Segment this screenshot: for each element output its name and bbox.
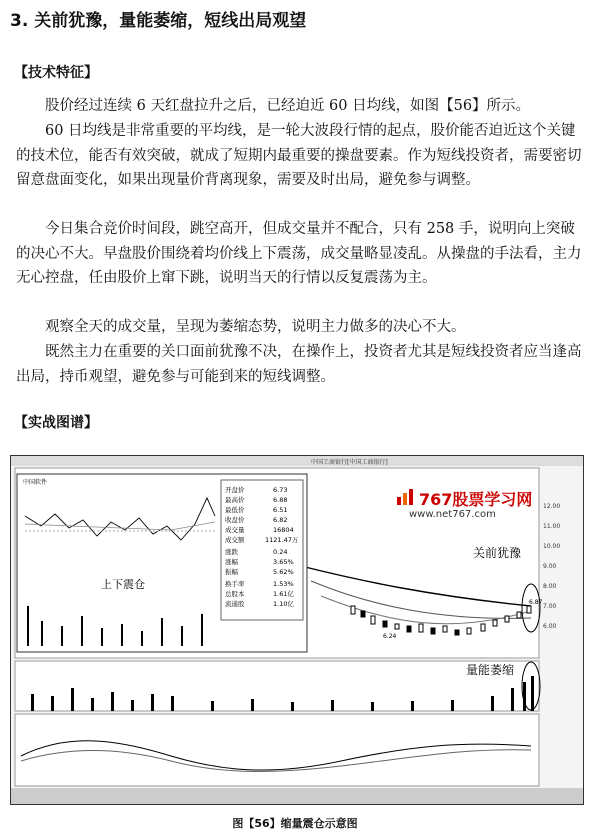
- svg-text:涨幅: 涨幅: [225, 558, 238, 566]
- window-title: 中国工商银行[中国工商银行]: [311, 459, 388, 466]
- section-title: 3. 关前犹豫，量能萎缩，短线出局观望: [10, 11, 307, 31]
- svg-text:流通股: 流通股: [225, 600, 245, 608]
- paragraph-2: 60 日均线是非常重要的平均线，是一轮大波段行情的起点，股价能否迫近这个关键的技术位，能否有效突破，就成了短期内最重要的操盘要素。作为短线投资者，需要密切留意盘面变化，如果出现量价背离现象，需要及时出局，避免参与调整。: [16, 123, 582, 188]
- svg-text:6.73: 6.73: [273, 486, 288, 494]
- paragraph-5: 既然主力在重要的关口面前犹豫不决，在操作上，投资者尤其是短线投资者应当逢高出局，持币观望，避免参与可能到来的短线调整。: [16, 344, 582, 385]
- watermark: [395, 485, 565, 525]
- window-title-bar: [11, 456, 583, 466]
- svg-text:3.65%: 3.65%: [273, 558, 294, 566]
- inset-stock-name: 中国软件: [23, 479, 48, 486]
- svg-text:7.00: 7.00: [543, 603, 557, 610]
- svg-text:12.00: 12.00: [543, 503, 561, 510]
- svg-text:最高价: 最高价: [225, 496, 245, 504]
- svg-text:9.00: 9.00: [543, 563, 557, 570]
- svg-text:换手率: 换手率: [225, 580, 245, 588]
- svg-text:开盘价: 开盘价: [225, 486, 245, 494]
- watermark-logo: 767股票学习网: [419, 490, 533, 509]
- price-mark-high: 6.87: [529, 599, 543, 606]
- svg-text:6.00: 6.00: [543, 623, 557, 630]
- price-mark-low: 6.24: [383, 633, 397, 640]
- svg-text:1121.47万: 1121.47万: [265, 536, 299, 544]
- svg-text:10.00: 10.00: [543, 543, 561, 550]
- svg-text:1.10亿: 1.10亿: [273, 600, 294, 608]
- svg-text:总股本: 总股本: [225, 590, 245, 598]
- label-hesitate: 关前犹豫: [473, 546, 522, 560]
- paragraph-3: 今日集合竞价时间段，跳空高开，但成交量并不配合，只有 258 手，说明向上突破的决心不大。早盘股价围绕着均价线上下震荡，成交量略显凌乱。从操盘的手法看，主力无心控盘，任由股价上窜下跳，说明当天的行情以反复震荡为主。: [16, 221, 582, 286]
- svg-text:6.82: 6.82: [273, 516, 288, 524]
- svg-text:6.88: 6.88: [273, 496, 288, 504]
- label-shrink: 量能萎缩: [466, 663, 515, 677]
- svg-text:成交额: 成交额: [225, 536, 245, 544]
- bottom-toolbar: [11, 788, 583, 804]
- svg-text:11.00: 11.00: [543, 523, 561, 530]
- paragraph-1: 股价经过连续 6 天红盘拉升之后，已经迫近 60 日均线，如图【56】所示。: [45, 98, 531, 114]
- svg-text:成交量: 成交量: [225, 526, 245, 534]
- macd-panel: [15, 714, 539, 786]
- label-shake: 上下震仓: [101, 578, 145, 591]
- svg-text:8.00: 8.00: [543, 583, 557, 590]
- svg-text:1.61亿: 1.61亿: [273, 590, 294, 598]
- svg-text:1.53%: 1.53%: [273, 580, 294, 588]
- svg-text:收盘价: 收盘价: [225, 516, 245, 524]
- practice-chart-heading: 【实战图谱】: [14, 415, 98, 431]
- watermark-logo-icon: [395, 485, 417, 507]
- svg-text:5.62%: 5.62%: [273, 568, 294, 576]
- paragraph-4: 观察全天的成交量，呈现为萎缩态势，说明主力做多的决心不大。: [45, 319, 466, 335]
- svg-text:16804: 16804: [273, 526, 294, 534]
- figure-caption: 图【56】缩量震仓示意图: [232, 817, 358, 830]
- svg-text:最低价: 最低价: [225, 506, 245, 514]
- svg-text:0.24: 0.24: [273, 548, 288, 556]
- svg-text:6.51: 6.51: [273, 506, 288, 514]
- svg-text:振幅: 振幅: [225, 568, 238, 576]
- tech-feature-heading: 【技术特征】: [14, 65, 98, 81]
- watermark-url: www.net767.com: [409, 509, 496, 520]
- svg-text:涨跌: 涨跌: [225, 548, 238, 556]
